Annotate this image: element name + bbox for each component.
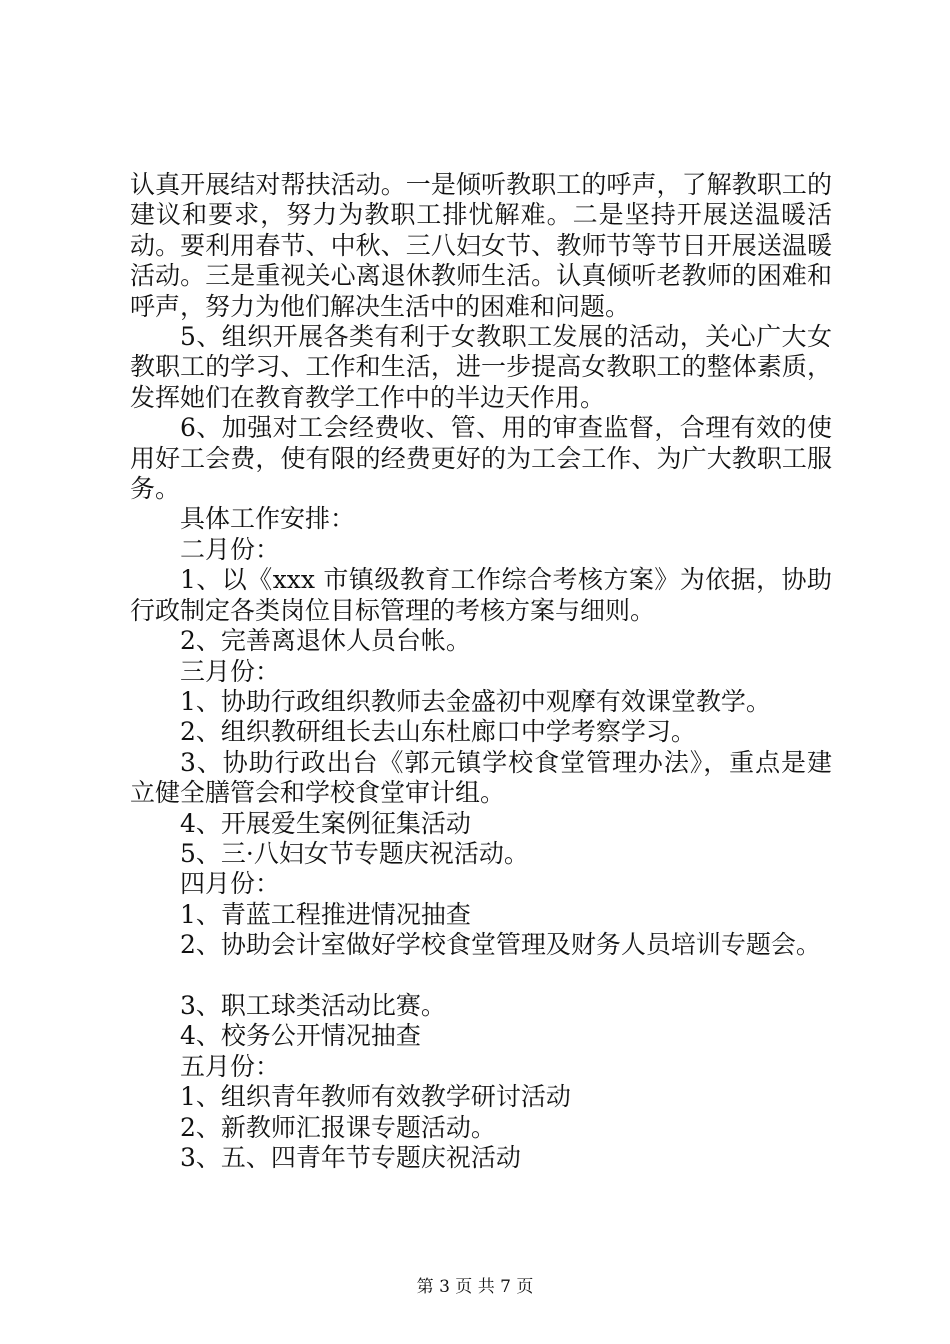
section-heading-schedule: 具体工作安排：	[180, 504, 356, 534]
month-heading-february: 二月份：	[180, 534, 281, 564]
list-item: 4、开展爱生案例征集活动	[180, 808, 471, 838]
list-item: 3、协助行政出台《郭元镇学校食堂管理办法》，重点是建立健全膳管会和学校食堂审计组。	[130, 747, 832, 808]
paragraph-item-6: 6、加强对工会经费收、管、用的审查监督，合理有效的使用好工会费，使有限的经费更好的为工会工作、为广大教职工服务。	[130, 413, 832, 504]
month-heading-march: 三月份：	[180, 656, 281, 686]
list-item: 5、三·八妇女节专题庆祝活动。	[180, 838, 529, 868]
month-heading-april: 四月份：	[180, 869, 281, 899]
list-item: 2、新教师汇报课专题活动。	[180, 1112, 496, 1142]
document-body	[130, 170, 832, 1173]
list-item: 1、协助行政组织教师去金盛初中观摩有效课堂教学。	[180, 686, 771, 716]
list-item: 2、完善离退休人员台帐。	[180, 626, 471, 656]
blank-line	[130, 961, 832, 991]
list-item: 2、组织教研组长去山东杜廊口中学考察学习。	[180, 717, 696, 747]
page-number-footer: 第 3 页 共 7 页	[416, 1277, 534, 1297]
list-item: 1、青蓝工程推进情况抽查	[180, 899, 471, 929]
list-item: 3、五、四青年节专题庆祝活动	[180, 1142, 521, 1172]
paragraph-item-5: 5、组织开展各类有利于女教职工发展的活动，关心广大女教职工的学习、工作和生活，进一步提高女教职工的整体素质，发挥她们在教育教学工作中的半边天作用。	[130, 322, 832, 412]
list-item: 1、组织青年教师有效教学研讨活动	[180, 1082, 571, 1112]
paragraph-care-activities: 认真开展结对帮扶活动。一是倾听教职工的呼声，了解教职工的建议和要求，努力为教职工排忧解难。二是坚持开展送温暖活动。要利用春节、中秋、三八妇女节、教师节等节日开展送温暖活动。三是重视关心离退休教师生活。认真倾听老教师的困难和呼声，努力为他们解决生活中的困难和问题。	[130, 170, 832, 321]
list-item: 3、职工球类活动比赛。	[180, 990, 446, 1020]
list-item: 4、校务公开情况抽查	[180, 1021, 421, 1051]
month-heading-may: 五月份：	[180, 1051, 281, 1081]
list-item: 1、以《xxx 市镇级教育工作综合考核方案》为依据，协助行政制定各类岗位目标管理的考核方案与细则。	[130, 565, 832, 625]
list-item: 2、协助会计室做好学校食堂管理及财务人员培训专题会。	[180, 930, 821, 960]
